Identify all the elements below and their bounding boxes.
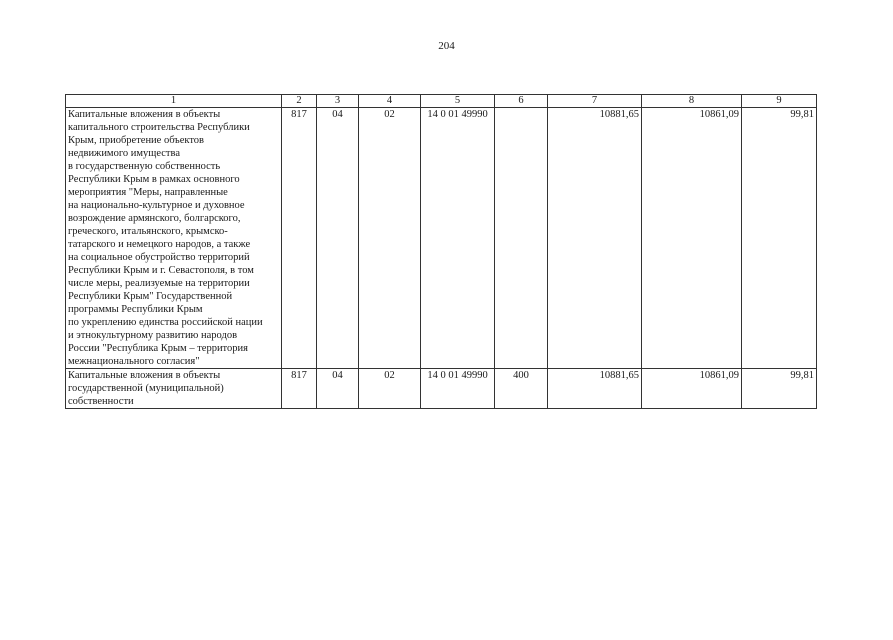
column-header: 2 (282, 95, 317, 108)
planned-amount-cell: 10881,65 (548, 108, 642, 369)
section-cell: 04 (317, 108, 359, 369)
target-article-cell: 14 0 01 49990 (421, 369, 495, 409)
target-article-cell: 14 0 01 49990 (421, 108, 495, 369)
column-header: 4 (359, 95, 421, 108)
code-cell: 817 (282, 108, 317, 369)
section-cell: 04 (317, 369, 359, 409)
executed-amount-cell: 10861,09 (642, 108, 742, 369)
column-header: 3 (317, 95, 359, 108)
row-name-cell: Капитальные вложения в объекты государственной (муниципальной) собственности (66, 369, 282, 409)
subsection-cell: 02 (359, 108, 421, 369)
expense-type-cell: 400 (495, 369, 548, 409)
budget-table (65, 94, 817, 409)
column-header: 1 (66, 95, 282, 108)
table-row (66, 369, 817, 409)
column-header: 9 (742, 95, 817, 108)
table-row (66, 108, 817, 369)
column-header: 8 (642, 95, 742, 108)
subsection-cell: 02 (359, 369, 421, 409)
planned-amount-cell: 10881,65 (548, 369, 642, 409)
table-header-row (66, 95, 817, 108)
row-name-cell: Капитальные вложения в объекты капитального строительства Республики Крым, приобретение объектов недвижимого имущества в государственную собственность Республики Крым в рамках основного мероприятия "Меры, направленные на национально-культурное и духовное возрождение армянского, болгарского, греческого, итальянского, крымско- татарского и немецкого народов, а также на социальное обустройство территорий Республики Крым и г. Севастополя, в том числе меры, реализуемые на территории Республики Крым" Государственной программы Республики Крым по укреплению единства российской нации и этнокультурному развитию народов России "Республика Крым – территория межнационального согласия" (66, 108, 282, 369)
page-number: 204 (438, 40, 455, 52)
execution-percent-cell: 99,81 (742, 108, 817, 369)
expense-type-cell (495, 108, 548, 369)
executed-amount-cell: 10861,09 (642, 369, 742, 409)
execution-percent-cell: 99,81 (742, 369, 817, 409)
column-header: 6 (495, 95, 548, 108)
code-cell: 817 (282, 369, 317, 409)
column-header: 5 (421, 95, 495, 108)
column-header: 7 (548, 95, 642, 108)
